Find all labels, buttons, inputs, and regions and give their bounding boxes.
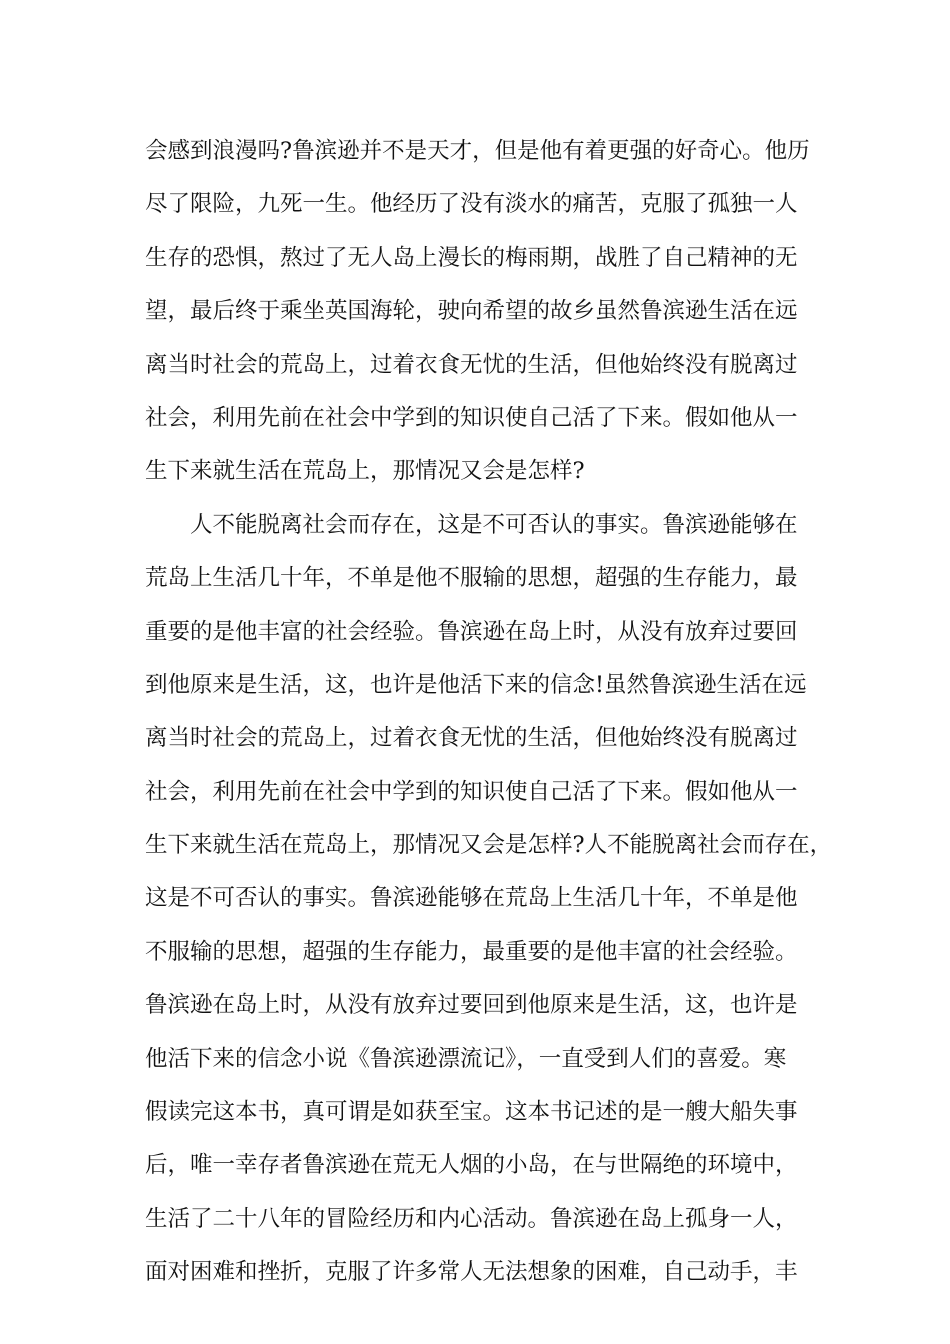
text-line: 望，最后终于乘坐英国海轮，驶向希望的故乡虽然鲁滨逊生活在远 — [145, 298, 798, 325]
text-line: 重要的是他丰富的社会经验。鲁滨逊在岛上时，从没有放弃过要回 — [145, 618, 798, 645]
text-line: 假读完这本书，真可谓是如获至宝。这本书记述的是一艘大船失事 — [145, 1099, 798, 1126]
text-line: 生下来就生活在荒岛上，那情况又会是怎样?人不能脱离社会而存在， — [145, 832, 833, 859]
text-line: 尽了限险，九死一生。他经历了没有淡水的痛苦，克服了孤独一人 — [145, 191, 798, 218]
text-line: 不服输的思想，超强的生存能力，最重要的是他丰富的社会经验。 — [145, 938, 798, 965]
text-line: 生下来就生活在荒岛上，那情况又会是怎样? — [145, 458, 585, 485]
text-line: 离当时社会的荒岛上，过着衣食无忧的生活，但他始终没有脱离过 — [145, 725, 798, 752]
text-line: 后，唯一幸存者鲁滨逊在荒无人烟的小岛，在与世隔绝的环境中， — [145, 1152, 798, 1179]
text-line: 社会，利用先前在社会中学到的知识使自己活了下来。假如他从一 — [145, 778, 798, 805]
text-line: 生活了二十八年的冒险经历和内心活动。鲁滨逊在岛上孤身一人， — [145, 1205, 798, 1232]
text-line: 面对困难和挫折，克服了许多常人无法想象的困难，自己动手，丰 — [145, 1259, 798, 1286]
text-line: 社会，利用先前在社会中学到的知识使自己活了下来。假如他从一 — [145, 404, 798, 431]
text-line: 到他原来是生活，这，也许是他活下来的信念!虽然鲁滨逊生活在远 — [145, 671, 807, 698]
text-line: 他活下来的信念小说《鲁滨逊漂流记》，一直受到人们的喜爱。寒 — [145, 1045, 787, 1072]
body-text — [145, 131, 833, 1306]
text-line: 鲁滨逊在岛上时，从没有放弃过要回到他原来是生活，这，也许是 — [145, 992, 798, 1019]
text-line: 会感到浪漫吗?鲁滨逊并不是天才，但是他有着更强的好奇心。他历 — [145, 138, 810, 164]
text-line: 荒岛上生活几十年，不单是他不服输的思想，超强的生存能力，最 — [145, 565, 798, 592]
paragraph-start-line: 人不能脱离社会而存在，这是不可否认的事实。鲁滨逊能够在 — [190, 511, 798, 538]
text-line: 这是不可否认的事实。鲁滨逊能够在荒岛上生活几十年，不单是他 — [145, 885, 798, 912]
text-line: 离当时社会的荒岛上，过着衣食无忧的生活，但他始终没有脱离过 — [145, 351, 798, 378]
text-line: 生存的恐惧，熬过了无人岛上漫长的梅雨期，战胜了自己精神的无 — [145, 244, 798, 271]
